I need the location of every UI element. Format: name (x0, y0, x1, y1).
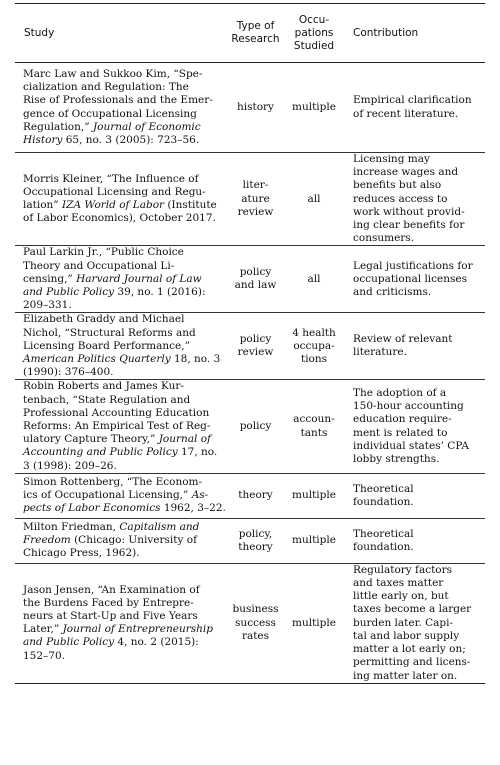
type-of-research-cell (227, 518, 284, 563)
header-line: pations (294, 26, 334, 39)
header-occupations-studied (284, 4, 344, 63)
citation-text: 18, no. 3 (170, 353, 221, 366)
study-line (23, 134, 221, 147)
type-of-research-line: history (236, 100, 274, 113)
study-cell (15, 153, 227, 246)
publication-title: As- (191, 489, 209, 502)
occupations-cell (284, 246, 344, 313)
occupations-line: multiple (292, 534, 336, 547)
study-line (23, 108, 221, 121)
publication-title: and Public Policy (23, 636, 115, 649)
citation-text: censing,” (23, 272, 77, 285)
study-line (23, 420, 221, 433)
citation-text: tenbach, “State Regulation and (23, 393, 191, 406)
type-of-research-line: success (235, 616, 276, 629)
contribution-line: individual states’ CPA (353, 439, 470, 452)
contribution-line: Regulatory factors (353, 563, 453, 576)
citation-text: Regulation,” (23, 120, 93, 133)
type-of-research-line: ature (241, 192, 270, 205)
study-line (23, 313, 221, 326)
type-of-research-cell (227, 63, 284, 153)
study-line (23, 446, 221, 459)
citation-text: ics of Occupational Licensing,” (23, 489, 192, 502)
publication-title: Harvard Journal of Law (76, 272, 202, 285)
table-row (15, 246, 485, 313)
contribution-line: 150-hour accounting (353, 400, 464, 413)
citation-text: ulatory Capture Theory,” (23, 433, 159, 446)
type-of-research-cell (227, 473, 284, 518)
occupations-line: multiple (292, 616, 336, 629)
contribution-line: of recent literature. (353, 107, 459, 120)
type-of-research-line: policy (239, 266, 272, 279)
header-study (15, 4, 227, 63)
citation-text: (Chicago: University of (70, 534, 197, 547)
citation-text: 1962, 3–22. (160, 502, 226, 515)
study-line (23, 476, 221, 489)
study-cell (15, 518, 227, 563)
header-type-of-research (227, 4, 284, 63)
study-line (23, 246, 221, 259)
type-of-research-line: policy, (238, 527, 273, 540)
study-line (23, 340, 221, 353)
citation-text: Paul Larkin Jr., “Public Choice (23, 246, 184, 259)
citation-text: 152–70. (23, 649, 65, 662)
publication-title: Freedom (23, 534, 71, 547)
contribution-cell (344, 473, 485, 518)
occupations-cell (284, 563, 344, 683)
type-of-research-line: policy (239, 333, 272, 346)
citation-text: Professional Accounting Education (23, 406, 210, 419)
citation-text: lation” (23, 199, 62, 212)
type-of-research-cell (227, 313, 284, 380)
citation-text: 17, no. (177, 446, 218, 459)
citation-text: gence of Occupational Licensing (23, 107, 197, 120)
type-of-research-line: policy (239, 420, 272, 433)
study-line (23, 327, 221, 340)
contribution-cell (344, 380, 485, 473)
study-line (23, 547, 221, 560)
study-line (23, 199, 221, 212)
citation-text: 209–331. (23, 299, 72, 312)
study-line (23, 81, 221, 94)
study-line (23, 186, 221, 199)
header-line: Study (24, 26, 55, 39)
occupations-cell (284, 518, 344, 563)
citation-text: cialization and Regulation: The (23, 81, 189, 94)
citation-text: Morris Kleiner, “The Influence of (23, 172, 199, 185)
study-line (23, 636, 221, 649)
type-of-research-line: liter- (242, 179, 269, 192)
citation-text: the Burdens Faced by Entrepre- (23, 596, 194, 609)
citation-text: (1990): 376–400. (23, 366, 114, 379)
publication-title: IZA World of Labor (62, 199, 165, 212)
publication-title: Journal of (158, 433, 211, 446)
citation-text: Occupational Licensing and Regu- (23, 186, 206, 198)
table-row (15, 563, 485, 683)
header-line: Contribution (353, 26, 419, 39)
publication-title: Journal of Economic (92, 120, 201, 133)
study-line (23, 407, 221, 420)
study-line (23, 597, 221, 610)
occupations-line: multiple (292, 100, 336, 113)
contribution-line: literature. (353, 346, 407, 359)
publication-title: Capitalism and (119, 521, 200, 534)
occupations-line: tants (300, 426, 328, 439)
contribution-line: foundation. (353, 495, 414, 508)
study-cell (15, 563, 227, 683)
occupations-line: accoun- (293, 413, 335, 426)
study-line (23, 534, 221, 547)
table-row (15, 473, 485, 518)
type-of-research-cell (227, 153, 284, 246)
study-line (23, 299, 221, 312)
occupations-cell (284, 380, 344, 473)
citation-text: 3 (1998): 209–26. (23, 459, 117, 472)
table-header-row (15, 4, 485, 63)
citation-text: Robin Roberts and James Kur- (23, 380, 184, 393)
citation-text: Later,” (23, 623, 63, 636)
contribution-line: Theoretical (353, 482, 414, 495)
header-line: Type of (236, 20, 275, 32)
citation-text: Marc Law and Sukkoo Kim, “Spe- (23, 67, 203, 80)
header-line: Research (231, 33, 280, 45)
table-row (15, 313, 485, 380)
study-line (23, 260, 221, 273)
contribution-line: and criticisms. (353, 286, 432, 299)
occupations-line: tions (300, 353, 328, 366)
contribution-line: permitting and licens- (353, 656, 471, 669)
study-cell (15, 313, 227, 380)
study-line (23, 353, 221, 366)
contribution-cell (344, 246, 485, 313)
contribution-line: education require- (353, 413, 452, 426)
study-line (23, 502, 226, 515)
header-contribution (344, 4, 485, 63)
citation-text: (Institute (164, 199, 217, 212)
study-line (23, 394, 221, 407)
study-line (23, 521, 221, 534)
header-line: Studied (293, 39, 335, 52)
contribution-line: reduces access to (353, 192, 448, 205)
type-of-research-line: review (237, 205, 274, 218)
contribution-line: burden later. Capi- (353, 616, 454, 629)
study-line (23, 584, 221, 597)
publication-title: Journal of Entrepreneurship (62, 623, 213, 636)
contribution-line: The adoption of a (353, 387, 447, 400)
study-cell (15, 473, 227, 518)
citation-text: 65, no. 3 (2005): 723–56. (62, 133, 200, 146)
citation-text: Simon Rottenberg, “The Econom- (23, 476, 203, 489)
citation-text: Licensing Board Performance,” (23, 339, 190, 352)
contribution-cell (344, 518, 485, 563)
type-of-research-line: rates (241, 629, 270, 642)
contribution-cell (344, 313, 485, 380)
contribution-line: matter a lot early on; (353, 643, 466, 656)
study-line (23, 173, 221, 186)
occupations-line: all (307, 272, 321, 285)
table-row (15, 380, 485, 473)
contribution-line: Legal justifications for (353, 259, 473, 272)
study-line (23, 610, 221, 623)
contribution-line: Theoretical (353, 527, 414, 540)
occupations-cell (284, 63, 344, 153)
study-cell (15, 63, 227, 153)
contribution-line: lobby strengths. (353, 453, 440, 466)
contribution-cell (344, 563, 485, 683)
table-row (15, 153, 485, 246)
type-of-research-cell (227, 380, 284, 473)
contribution-line: Review of relevant (353, 333, 453, 346)
contribution-cell (344, 153, 485, 246)
contribution-line: little early on, but (353, 590, 449, 603)
publication-title: American Politics Quarterly (23, 353, 171, 366)
contribution-line: and taxes matter (353, 577, 444, 590)
study-cell (15, 246, 227, 313)
literature-table (15, 3, 485, 684)
citation-text: Milton Friedman, (23, 521, 120, 534)
contribution-line: work without provid- (353, 205, 465, 218)
citation-text: neurs at Start-Up and Five Years (23, 610, 198, 623)
citation-text: 39, no. 1 (2016): (114, 286, 206, 299)
occupations-cell (284, 153, 344, 246)
table-body (15, 63, 485, 684)
study-line (23, 489, 221, 502)
citation-text: Nichol, “Structural Reforms and (23, 326, 196, 339)
table-row (15, 518, 485, 563)
type-of-research-line: and law (234, 279, 277, 292)
citation-text: 4, no. 2 (2015): (114, 636, 199, 649)
contribution-line: ment is related to (353, 426, 448, 439)
type-of-research-line: theory (238, 540, 273, 553)
study-line (23, 121, 221, 134)
study-line (23, 68, 221, 81)
citation-text: Theory and Occupational Li- (23, 259, 175, 272)
type-of-research-line: business (232, 603, 279, 616)
contribution-line: taxes become a larger (353, 603, 472, 616)
study-line (23, 286, 221, 299)
occupations-cell (284, 313, 344, 380)
contribution-line: Licensing may (353, 153, 430, 165)
contribution-line: ing matter later on. (353, 669, 458, 682)
publication-title: History (23, 133, 63, 146)
study-line (23, 94, 221, 107)
type-of-research-cell (227, 246, 284, 313)
contribution-line: tal and labor supply (353, 629, 460, 642)
study-cell (15, 380, 227, 473)
contribution-line: Empirical clarification (353, 94, 472, 107)
study-line (23, 650, 221, 663)
citation-text: Jason Jensen, “An Examination of (23, 583, 200, 596)
study-line (23, 212, 221, 225)
contribution-line: benefits but also (353, 179, 442, 192)
study-line (23, 366, 221, 379)
study-line (23, 460, 221, 473)
type-of-research-line: theory (238, 489, 273, 502)
contribution-cell (344, 63, 485, 153)
occupations-line: 4 health (292, 326, 336, 339)
contribution-line: increase wages and (353, 166, 459, 179)
study-line (23, 433, 221, 446)
citation-text: of Labor Economics), October 2017. (23, 212, 216, 225)
study-line (23, 273, 221, 286)
citation-text: Elizabeth Graddy and Michael (23, 313, 185, 326)
contribution-line: ing clear benefits for (353, 219, 465, 232)
type-of-research-cell (227, 563, 284, 683)
study-line (23, 380, 221, 393)
contribution-line: foundation. (353, 540, 414, 553)
publication-title: and Public Policy (23, 286, 115, 299)
occupations-line: all (307, 192, 321, 205)
table-row (15, 63, 485, 153)
citation-text: Chicago Press, 1962). (23, 547, 140, 560)
contribution-line: occupational licenses (353, 272, 468, 285)
type-of-research-line: review (237, 346, 274, 359)
header-line: Occu- (298, 13, 330, 26)
contribution-line: consumers. (353, 232, 415, 245)
publication-title: pects of Labor Economics (23, 502, 161, 515)
occupations-cell (284, 473, 344, 518)
publication-title: Accounting and Public Policy (23, 446, 178, 459)
citation-text: Rise of Professionals and the Emer- (23, 94, 213, 107)
citation-text: Reforms: An Empirical Test of Reg- (23, 420, 211, 433)
study-line (23, 623, 221, 636)
occupations-line: multiple (292, 489, 336, 502)
occupations-line: occupa- (293, 339, 335, 352)
